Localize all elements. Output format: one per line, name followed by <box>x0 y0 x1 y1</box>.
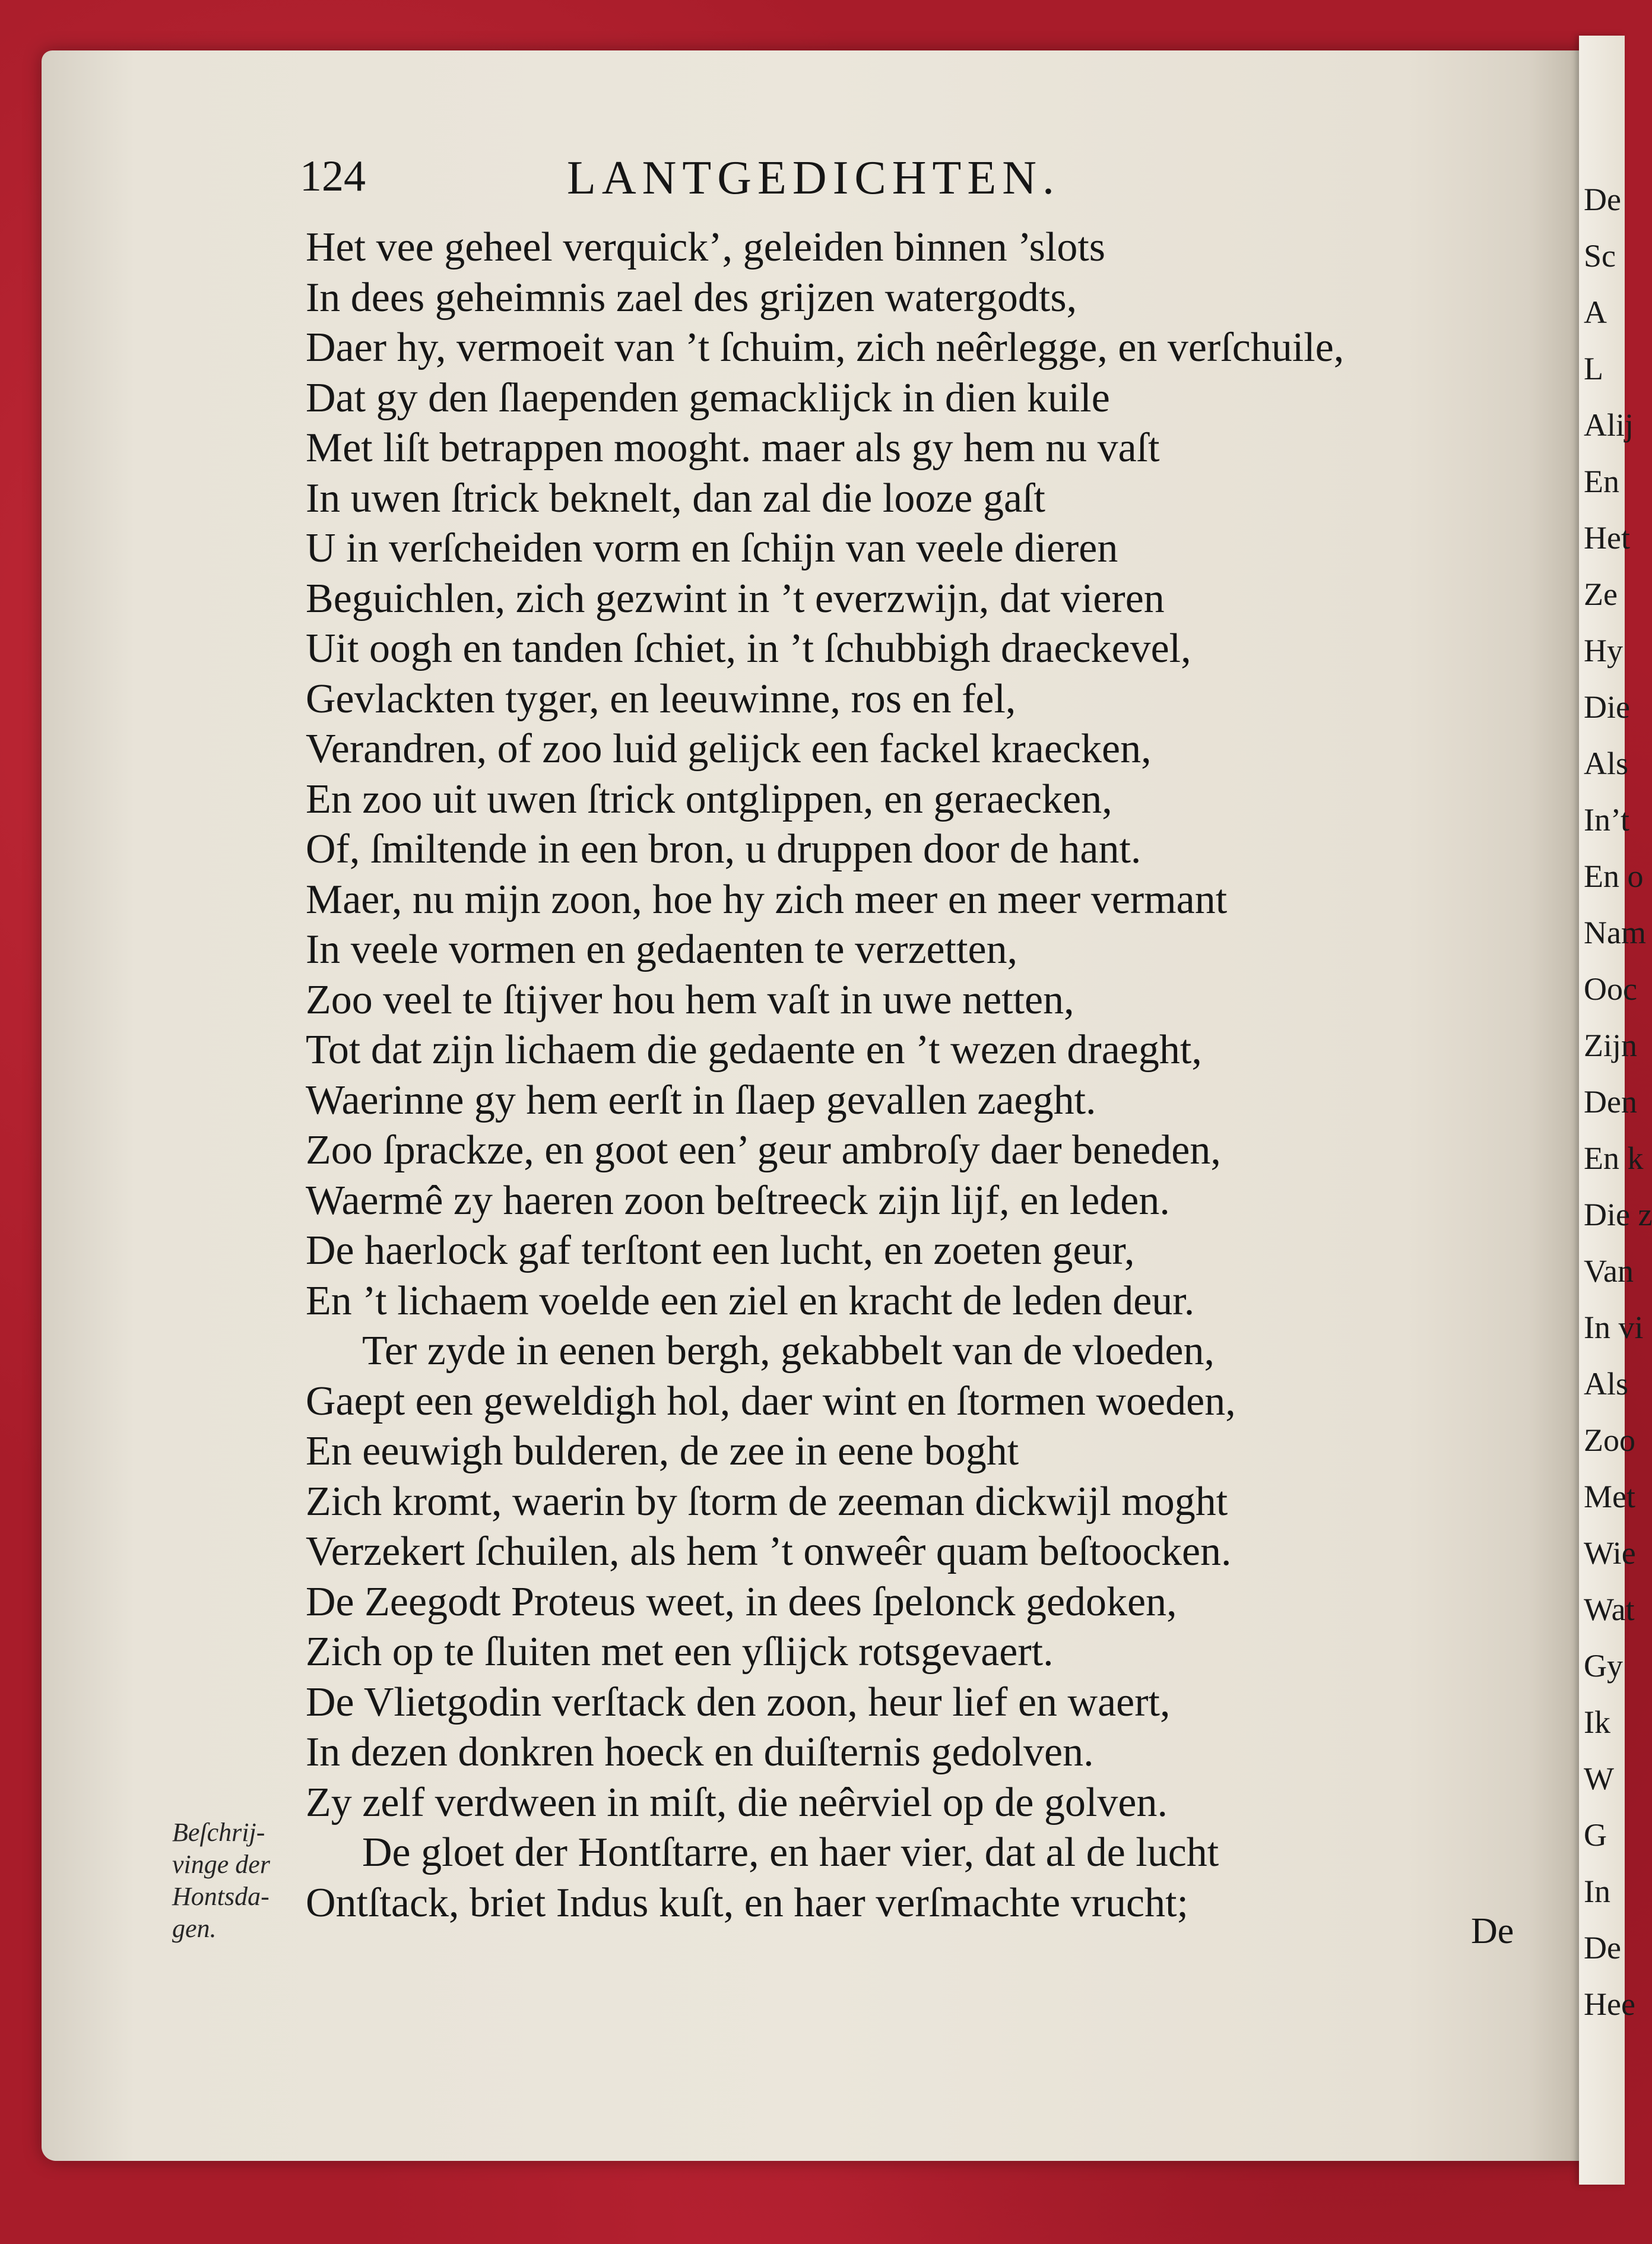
poem-line: Tot dat zijn lichaem die gedaente en ’t wezen draeght, <box>306 1027 1202 1073</box>
facing-page-fragment: Wat <box>1584 1592 1635 1627</box>
facing-page-fragment: Ik <box>1584 1704 1610 1740</box>
poem-line: Uit oogh en tanden ſchiet, in ’t ſchubbigh draeckevel, <box>306 626 1191 671</box>
facing-page-fragment: Met <box>1584 1479 1635 1514</box>
facing-page-fragment: Het <box>1584 520 1630 556</box>
poem-line: Verandren, of zoo luid gelijck een fackel kraecken, <box>306 726 1152 772</box>
margin-note-line: gen. <box>172 1914 217 1943</box>
poem-line: In uwen ſtrick beknelt, dan zal die looze gaſt <box>306 475 1045 521</box>
poem-line: In dezen donkren hoeck en duiſternis gedolven. <box>306 1729 1094 1775</box>
poem-line: Waermê zy haeren zoon beſtreeck zijn lijf, en leden. <box>306 1177 1170 1224</box>
facing-page-fragment: Hee <box>1584 1986 1635 2022</box>
poem-line: De Vlietgodin verſtack den zoon, heur lief en waert, <box>306 1679 1171 1725</box>
margin-note-line: Hontsda- <box>172 1882 269 1911</box>
poem-line: Beguichlen, zich gezwint in ’t everzwijn, dat vieren <box>306 575 1165 622</box>
facing-page-fragment: De <box>1584 1930 1621 1966</box>
facing-page-fragment: En k <box>1584 1140 1644 1176</box>
facing-page-fragment: Van <box>1584 1253 1634 1289</box>
poem-line: Maer, nu mijn zoon, hoe hy zich meer en meer vermant <box>306 876 1228 923</box>
poem-line: De Zeegodt Proteus weet, in dees ſpelonck gedoken, <box>306 1579 1177 1625</box>
poem-line: En zoo uit uwen ſtrick ontglippen, en geraecken, <box>306 776 1112 822</box>
facing-page-fragment: Hy <box>1584 633 1623 668</box>
poem-line: De haerlock gaf terſtont een lucht, en zoeten geur, <box>306 1228 1135 1273</box>
poem-line: Of, ſmiltende in een bron, u druppen door de hant. <box>306 826 1142 872</box>
page-header <box>0 151 1625 205</box>
facing-page-fragment: In vi <box>1584 1310 1644 1345</box>
facing-page-fragment: Alij <box>1584 407 1634 443</box>
facing-page-fragment: Die <box>1584 689 1630 725</box>
margin-note-line: Beſchrij- <box>172 1818 265 1847</box>
facing-page-fragment: Den <box>1584 1084 1637 1120</box>
running-title: LANTGEDICHTEN. <box>567 152 1060 204</box>
facing-page-fragment: Als <box>1584 746 1629 781</box>
poem-line: Het vee geheel verquick’, geleiden binnen ’slots <box>306 224 1106 270</box>
poem-line: Gevlackten tyger, en leeuwinne, ros en fel, <box>306 676 1016 722</box>
facing-page-fragment: L <box>1584 351 1603 386</box>
poem-line: Ontſtack, briet Indus kuſt, en haer verſmachte vrucht; <box>306 1879 1188 1926</box>
poem-line: Zich kromt, waerin by ſtorm de zeeman dickwijl moght <box>306 1478 1228 1524</box>
facing-page-fragment: En o <box>1584 858 1644 894</box>
poem-line: En eeuwigh bulderen, de zee in eene boght <box>306 1428 1019 1474</box>
facing-page-fragment: Gy <box>1584 1648 1623 1684</box>
poem-line: De gloet der Hontſtarre, en haer vier, dat al de lucht <box>362 1830 1219 1875</box>
margin-note-line: vinge der <box>172 1850 270 1879</box>
facing-page-edge <box>1579 36 1652 2185</box>
poem-line: Zoo ſprackze, en goot een’ geur ambroſy daer beneden, <box>306 1127 1221 1173</box>
facing-page-fragment: W <box>1584 1761 1614 1796</box>
poem-line: Waerinne gy hem eerſt in ſlaep gevallen zaeght. <box>306 1077 1096 1123</box>
poem-line: En ’t lichaem voelde een ziel en kracht de leden deur. <box>306 1278 1195 1324</box>
page-number: 124 <box>300 152 366 201</box>
poem-line: U in verſcheiden vorm en ſchijn van veele dieren <box>306 525 1118 571</box>
poem-line: In veele vormen en gedaenten te verzetten, <box>306 927 1018 972</box>
margin-note <box>172 1817 309 1945</box>
poem-line: Daer hy, vermoeit van ’t ſchuim, zich neêrlegge, en verſchuile, <box>306 325 1345 370</box>
facing-page-fragment: Zoo <box>1584 1422 1635 1458</box>
facing-page-fragment: Wie <box>1584 1535 1636 1571</box>
poem-line: Met liſt betrappen mooght. maer als gy hem nu vaſt <box>306 425 1160 471</box>
poem-line: Dat gy den ſlaependen gemacklijck in dien kuile <box>306 375 1110 421</box>
facing-page-fragment: Als <box>1584 1366 1629 1402</box>
facing-page-fragment: Ooc <box>1584 971 1637 1007</box>
facing-page-fragment: De <box>1584 182 1621 217</box>
poem-line: In dees geheimnis zael des grijzen watergodts, <box>306 274 1077 321</box>
facing-page-fragment: Ze <box>1584 576 1618 612</box>
facing-page-fragment: Die z <box>1584 1197 1652 1232</box>
facing-page-fragment: En <box>1584 464 1619 499</box>
poem-line: Zich op te ſluiten met een yſlijck rotsgevaert. <box>306 1629 1054 1675</box>
facing-page-fragment: In’t <box>1584 802 1629 838</box>
poem-text <box>306 223 1552 1928</box>
poem-line: Gaept een geweldigh hol, daer wint en ſtormen woeden, <box>306 1378 1236 1424</box>
poem-line: Zy zelf verdween in miſt, die neêrviel op de golven. <box>306 1779 1168 1825</box>
facing-page-fragment: A <box>1584 294 1607 330</box>
poem-line: Verzekert ſchuilen, als hem ’t onweêr quam beſtoocken. <box>306 1529 1232 1574</box>
facing-page-fragment: Sc <box>1584 238 1616 274</box>
poem-line: Zoo veel te ſtijver hou hem vaſt in uwe netten, <box>306 977 1074 1023</box>
facing-page-fragment: Zijn <box>1584 1028 1637 1063</box>
facing-page-fragment: G <box>1584 1817 1607 1853</box>
facing-page-fragment: Nam <box>1584 915 1646 950</box>
facing-page-fragment: In <box>1584 1874 1610 1909</box>
catchword: De <box>1471 1911 1514 1951</box>
poem-line: Ter zyde in eenen bergh, gekabbelt van de vloeden, <box>362 1328 1215 1374</box>
